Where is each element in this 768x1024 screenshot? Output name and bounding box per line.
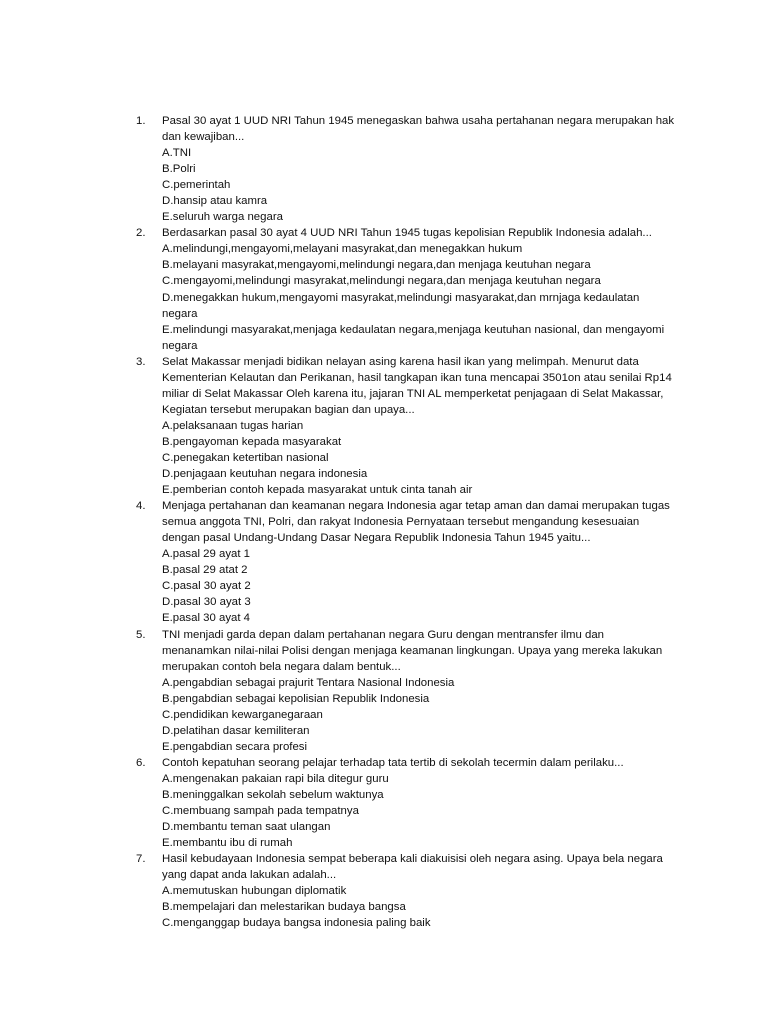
answer-option-b: B.mempelajari dan melestarikan budaya bangsa: [162, 901, 406, 914]
answer-option-b: B.melayani masyrakat,mengayomi,melindungi negara,dan menjaga keutuhan negara: [162, 259, 591, 272]
question-number: 7.: [136, 853, 146, 866]
answer-option-c: C.pemerintah: [162, 179, 231, 192]
answer-option-d: D.membantu teman saat ulangan: [162, 821, 331, 834]
answer-option-d: D.pasal 30 ayat 3: [162, 596, 251, 609]
question-text: Contoh kepatuhan seorang pelajar terhadap tata tertib di sekolah tecermin dalam perilaku...: [162, 756, 624, 769]
question-text: Berdasarkan pasal 30 ayat 4 UUD NRI Tahun 1945 tugas kepolisian Republik Indonesia adalah...: [162, 227, 652, 240]
answer-option-a: A.pasal 29 ayat 1: [162, 548, 251, 561]
answer-option-e: E.seluruh warga negara: [162, 211, 283, 224]
answer-option-b: B.pengayoman kepada masyarakat: [162, 435, 342, 448]
answer-option-c: C.penegakan ketertiban nasional: [162, 451, 329, 464]
answer-option-b: B.meninggalkan sekolah sebelum waktunya: [162, 788, 384, 801]
question-number: 4.: [136, 500, 146, 513]
question-body: [162, 851, 676, 931]
question-number: 5.: [136, 628, 146, 641]
answer-option-a: A.pelaksanaan tugas harian: [162, 419, 304, 432]
question-5: [136, 627, 676, 755]
question-body: [162, 354, 676, 498]
answer-option-c: C.pendidikan kewarganegaraan: [162, 708, 323, 721]
answer-option-a: A.TNI: [162, 147, 192, 160]
question-number: 2.: [136, 227, 146, 240]
question-text: Selat Makassar menjadi bidikan nelayan asing karena hasil ikan yang melimpah. Menurut data Kementerian Kelautan dan Perikanan, hasil tangkapan ikan tuna mencapai 3501on atau senilai Rp14 miliar di Selat Makassar Oleh karena itu, jajaran TNI AL memperketat penjagaan di Selat Makassar, Kegiatan tersebut merupakan bagian dan upaya...: [162, 355, 672, 416]
answer-option-a: A.mengenakan pakaian rapi bila ditegur guru: [162, 772, 389, 785]
question-body: [162, 498, 676, 626]
answer-option-a: A.pengabdian sebagai prajurit Tentara Nasional Indonesia: [162, 676, 455, 689]
answer-option-b: B.pasal 29 atat 2: [162, 564, 248, 577]
answer-option-d: D.penjagaan keutuhan negara indonesia: [162, 468, 368, 481]
question-body: [162, 627, 676, 755]
question-body: [162, 113, 676, 225]
question-4: [136, 498, 676, 626]
question-text: Menjaga pertahanan dan keamanan negara Indonesia agar tetap aman dan damai merupakan tugas semua anggota TNI, Polri, dan rakyat Indonesia Pernyataan tersebut mengandung kesesuaian dengan pasal Undang-Undang Dasar Negara Republik Indonesia Tahun 1945 yaitu...: [162, 500, 670, 545]
answer-option-c: C.membuang sampah pada tempatnya: [162, 805, 359, 818]
question-number: 6.: [136, 756, 146, 769]
answer-option-e: E.melindungi masyarakat,menjaga kedaulatan negara,menjaga keutuhan nasional, dan mengayomi negara: [162, 323, 665, 352]
question-7: [136, 851, 676, 931]
question-3: [136, 354, 676, 498]
answer-option-a: A.melindungi,mengayomi,melayani masyrakat,dan menegakkan hukum: [162, 243, 523, 256]
question-number: 1.: [136, 115, 146, 127]
question-text: TNI menjadi garda depan dalam pertahanan negara Guru dengan mentransfer ilmu dan menanamkan nilai-nilai Polisi dengan menjaga keamanan lingkungan. Upaya yang mereka lakukan merupakan contoh bela negara dalam bentuk...: [162, 628, 663, 673]
question-list: [136, 113, 676, 931]
answer-option-e: E.membantu ibu di rumah: [162, 837, 293, 850]
answer-option-c: C.pasal 30 ayat 2: [162, 580, 251, 593]
question-number: 3.: [136, 355, 146, 368]
answer-option-e: E.pasal 30 ayat 4: [162, 612, 251, 625]
question-text: Hasil kebudayaan Indonesia sempat beberapa kali diakuisisi oleh negara asing. Upaya bela negara yang dapat anda lakukan adalah...: [162, 853, 663, 882]
answer-option-e: E.pemberian contoh kepada masyarakat untuk cinta tanah air: [162, 484, 473, 497]
answer-option-c: C.mengayomi,melindungi masyrakat,melindungi negara,dan menjaga keutuhan negara: [162, 275, 601, 288]
answer-option-d: D.hansip atau kamra: [162, 195, 268, 208]
question-text: Pasal 30 ayat 1 UUD NRI Tahun 1945 menegaskan bahwa usaha pertahanan negara merupakan hak dan kewajiban...: [162, 115, 675, 144]
answer-option-b: B.pengabdian sebagai kepolisian Republik Indonesia: [162, 692, 430, 705]
answer-option-b: B.Polri: [162, 163, 196, 176]
question-1: [136, 113, 676, 225]
answer-option-a: A.memutuskan hubungan diplomatik: [162, 885, 347, 898]
question-body: [162, 755, 676, 851]
answer-option-e: E.pengabdian secara profesi: [162, 740, 308, 753]
question-2: [136, 225, 676, 353]
answer-option-c: C.menganggap budaya bangsa indonesia paling baik: [162, 917, 431, 930]
question-body: [162, 225, 676, 353]
answer-option-d: D.pelatihan dasar kemiliteran: [162, 724, 310, 737]
question-6: [136, 755, 676, 851]
answer-option-d: D.menegakkan hukum,mengayomi masyrakat,melindungi masyarakat,dan mrnjaga kedaulatan negara: [162, 291, 640, 320]
